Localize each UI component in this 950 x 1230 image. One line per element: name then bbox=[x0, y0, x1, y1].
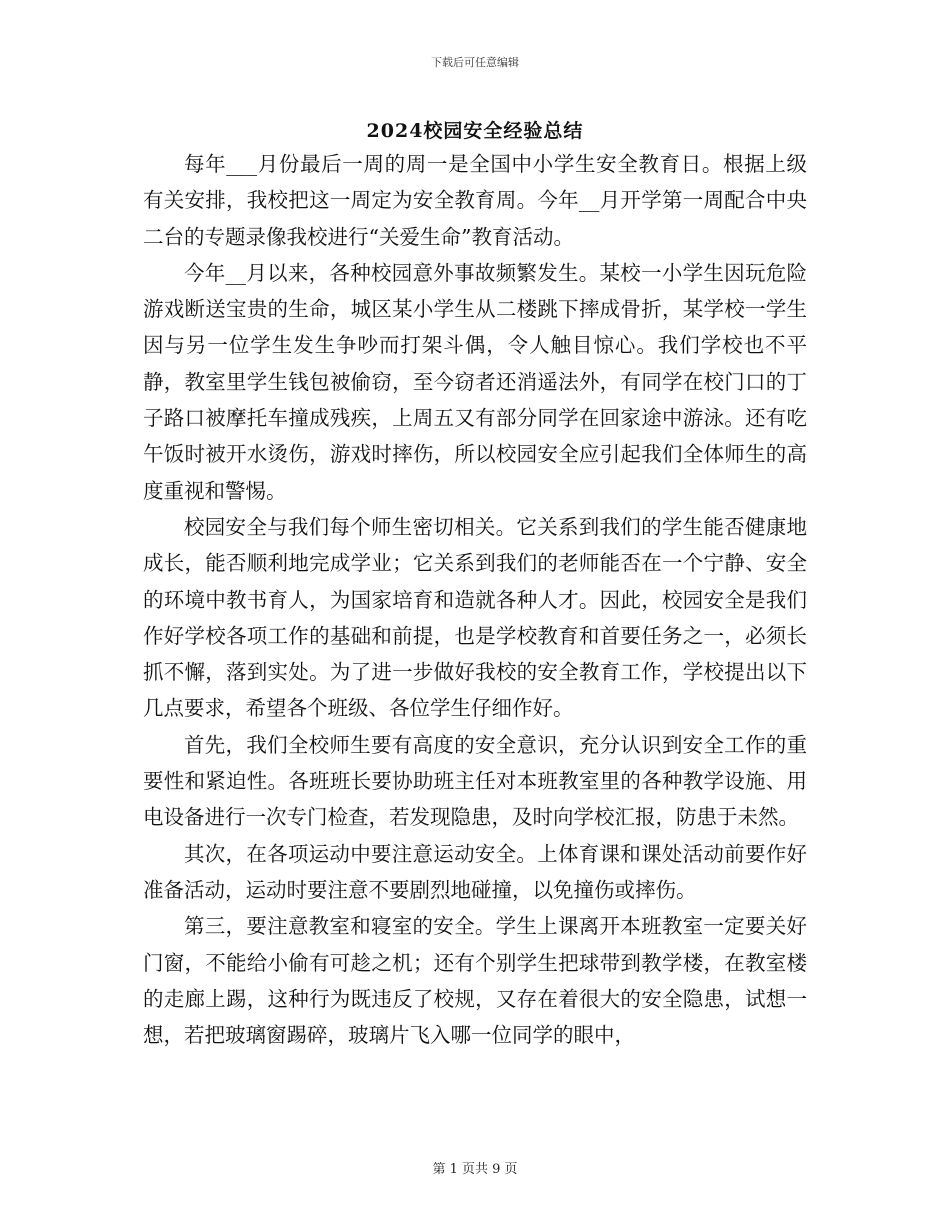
paragraph: 其次，在各项运动中要注意运动安全。上体育课和课处活动前要作好准备活动，运动时要注意不要剧烈地碰撞，以免撞伤或摔伤。 bbox=[143, 841, 807, 902]
header-note: 下载后可任意编辑 bbox=[431, 56, 519, 69]
paragraph: 今年__月以来，各种校园意外事故频繁发生。某校一小学生因玩危险游戏断送宝贵的生命，城区某小学生从二楼跳下摔成骨折，某学校一学生因与另一位学生发生争吵而打架斗偶，令人触目惊心。我们学校也不平静，教室里学生钱包被偷窃，至今窃者还消遥法外，有同学在校门口的丁子路口被摩托车撞成残疾，上周五又有部分同学在回家途中游泳。还有吃午饭时被开水烫伤，游戏时摔伤，所以校园安全应引起我们全体师生的高度重视和警惕。 bbox=[143, 260, 807, 503]
paragraph: 第三，要注意教室和寝室的安全。学生上课离开本班教室一定要关好门窗，不能给小偷有可趁之机；还有个别学生把球带到教学楼，在教室楼的走廊上踢，这种行为既违反了校规，又存在着很大的安全隐患，试想一想，若把玻璃窗踢碎，玻璃片飞入哪一位同学的眼中， bbox=[143, 914, 807, 1048]
document-title: 2024校园安全经验总结 bbox=[366, 120, 584, 142]
paragraph: 校园安全与我们每个师生密切相关。它关系到我们的学生能否健康地成长，能否顺利地完成学业；它关系到我们的老师能否在一个宁静、安全的环境中教书育人，为国家培育和造就各种人才。因此，校园安全是我们作好学校各项工作的基础和前提，也是学校教育和首要任务之一，必须长抓不懈，落到实处。为了进一步做好我校的安全教育工作，学校提出以下几点要求，希望各个班级、各位学生仔细作好。 bbox=[143, 514, 807, 721]
paragraph: 每年___月份最后一周的周一是全国中小学生安全教育日。根据上级有关安排，我校把这一周定为安全教育周。今年__月开学第一周配合中央二台的专题录像我校进行“关爱生命”教育活动。 bbox=[143, 152, 807, 249]
paragraph: 首先，我们全校师生要有高度的安全意识，充分认识到安全工作的重要性和紧迫性。各班班长要协助班主任对本班教室里的各种教学设施、用电设备进行一次专门检查，若发现隐患，及时向学校汇报，防患于未然。 bbox=[143, 732, 807, 830]
page-footer: 第 1 页共 9 页 bbox=[432, 1162, 518, 1177]
document-body bbox=[143, 146, 807, 1053]
